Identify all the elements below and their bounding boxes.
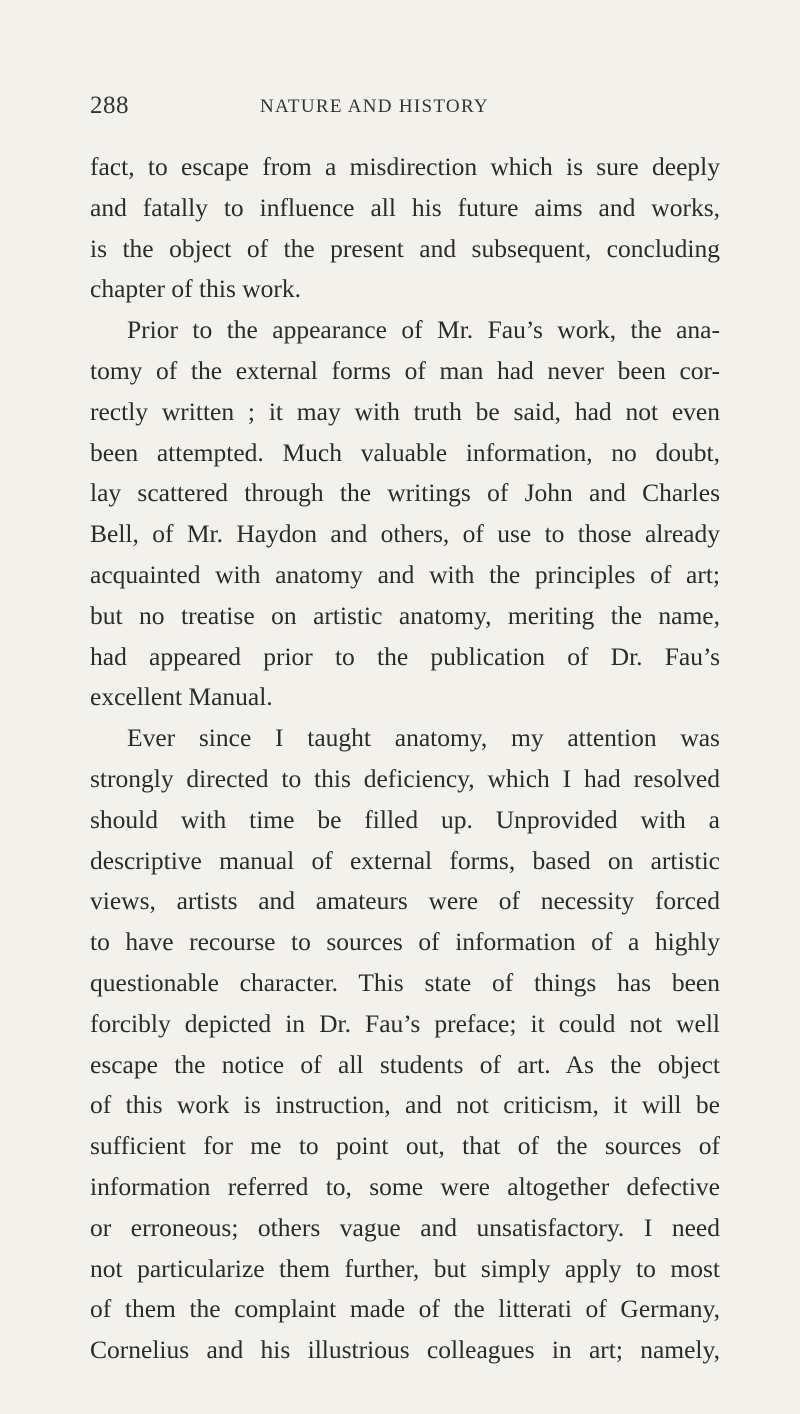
running-title: NATURE AND HISTORY — [260, 96, 489, 117]
text-line: rectly written ; it may with truth be said, had not even — [90, 396, 720, 426]
page-number: 288 — [90, 92, 129, 119]
text-line: should with time be filled up. Unprovided with a — [90, 804, 720, 834]
text-line: views, artists and amateurs were of necessity forced — [90, 886, 720, 916]
text-line: tomy of the external forms of man had never been cor- — [90, 355, 720, 385]
text-line: Prior to the appearance of Mr. Fau’s work, the ana- — [127, 315, 720, 345]
text-line: to have recourse to sources of information of a highly — [90, 927, 720, 957]
text-line: forcibly depicted in Dr. Fau’s preface; it could not well — [90, 1008, 720, 1038]
text-line: questionable character. This state of things has been — [90, 967, 720, 997]
body-text — [90, 147, 720, 1371]
text-line: of this work is instruction, and not criticism, it will be — [90, 1090, 720, 1120]
text-line: information referred to, some were altogether defective — [90, 1171, 720, 1201]
text-line: Ever since I taught anatomy, my attention was — [127, 723, 720, 753]
text-line: not particularize them further, but simply apply to most — [90, 1253, 720, 1283]
text-line: chapter of this work. — [90, 274, 302, 304]
text-line: Bell, of Mr. Haydon and others, of use to those already — [90, 519, 720, 549]
text-line: had appeared prior to the publication of Dr. Fau’s — [90, 641, 720, 671]
text-line: been attempted. Much valuable information, no doubt, — [90, 437, 720, 467]
text-line: but no treatise on artistic anatomy, meriting the name, — [90, 600, 720, 630]
running-head — [90, 92, 720, 128]
text-line: acquainted with anatomy and with the principles of art; — [90, 559, 720, 589]
text-line: sufficient for me to point out, that of the sources of — [90, 1131, 720, 1161]
text-line: excellent Manual. — [90, 682, 273, 712]
text-line: or erroneous; others vague and unsatisfactory. I need — [90, 1212, 720, 1242]
text-line: and fatally to influence all his future aims and works, — [90, 192, 720, 222]
text-line: escape the notice of all students of art. As the object — [90, 1049, 720, 1079]
text-line: of them the complaint made of the litterati of Germany, — [90, 1294, 720, 1324]
text-line: descriptive manual of external forms, based on artistic — [90, 845, 720, 875]
text-line: is the object of the present and subsequent, concluding — [90, 233, 720, 263]
text-line: strongly directed to this deficiency, which I had resolved — [90, 763, 720, 793]
text-line: fact, to escape from a misdirection which is sure deeply — [90, 152, 720, 181]
text-line: Cornelius and his illustrious colleagues in art; namely, — [90, 1335, 720, 1365]
text-line: lay scattered through the writings of John and Charles — [90, 478, 720, 508]
